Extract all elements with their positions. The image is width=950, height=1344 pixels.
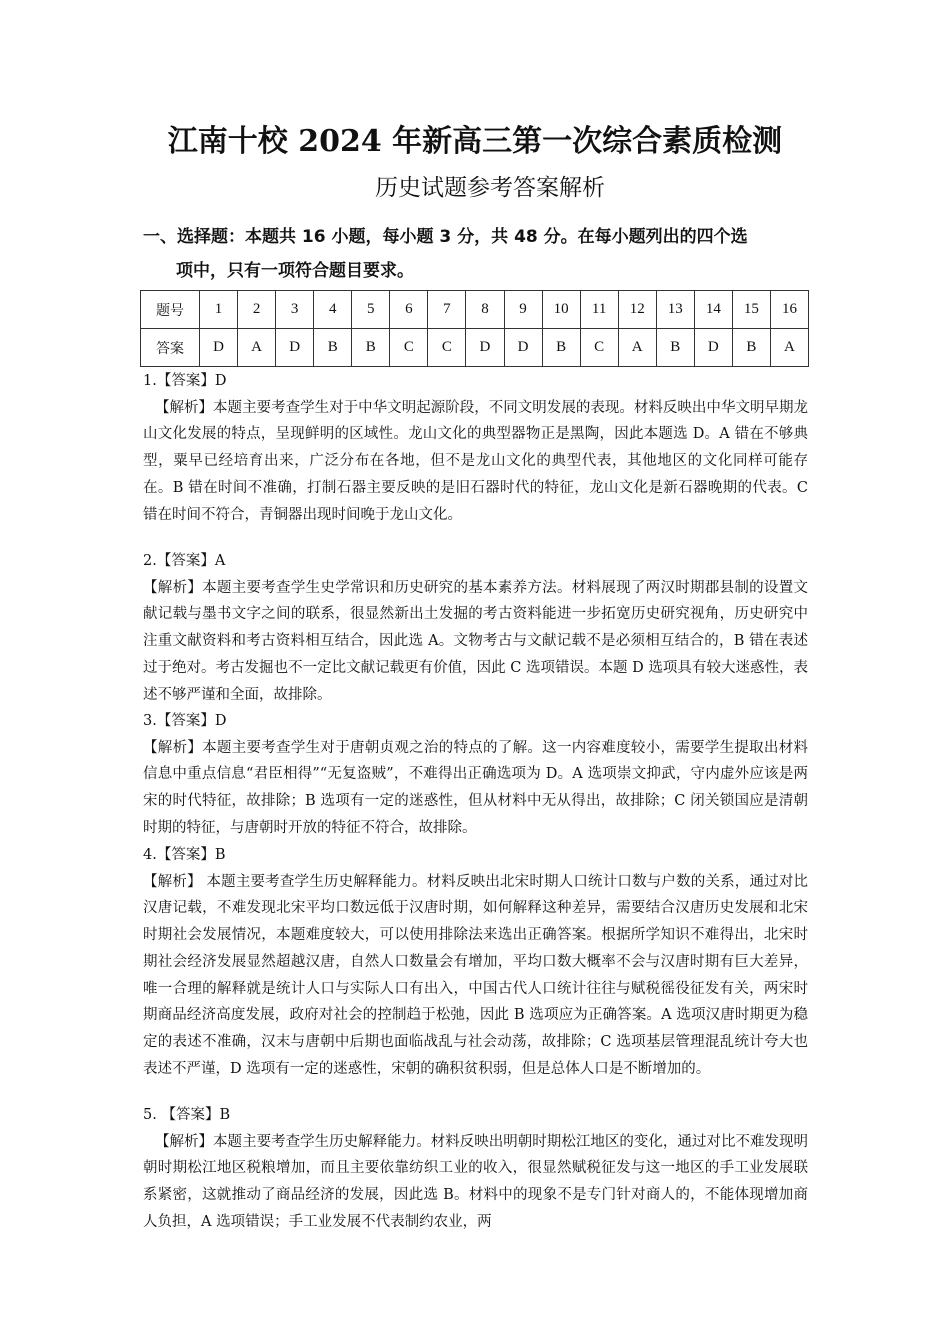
answer-cell: C xyxy=(428,329,466,367)
answer-cell: C xyxy=(580,329,618,367)
answer-item-3 xyxy=(143,708,808,842)
section-heading-line1: 一、选择题：本题共 16 小题，每小题 3 分，共 48 分。在每小题列出的四个选 xyxy=(143,227,748,247)
row-header-answer: 答案 xyxy=(141,329,200,367)
analysis-text: 【解析】本题主要考查学生对于中华文明起源阶段，不同文明发展的表现。材料反映出中华文明早期龙山文化发展的特点，呈现鲜明的区域性。龙山文化的典型器物正是黑陶，因此本题选 D。A 错在不够典型，粟早已经培育出来，广泛分布在各地，但不是龙山文化的典型代表，其他地区的文化同样可能存在。B 错在时间不准确，打制石器主要反映的是旧石器时代的特征，龙山文化是新石器晚期的代表。C 错在时间不符合，青铜器出现时间晚于龙山文化。 xyxy=(143,399,808,523)
answer-table-answer-row xyxy=(141,329,809,367)
answer-cell: B xyxy=(542,329,580,367)
answer-cell: B xyxy=(314,329,352,367)
answer-cell: B xyxy=(656,329,694,367)
question-number: 2 xyxy=(238,291,276,329)
answer-line: 3.【答案】D xyxy=(143,713,227,729)
question-number: 5 xyxy=(352,291,390,329)
analysis-text: 【解析】本题主要考查学生历史解释能力。材料反映出明朝时期松江地区的变化，通过对比不难发现明朝时期松江地区税粮增加，而且主要依靠纺织工业的收入，很显然赋税征发与这一地区的手工业发展联系紧密，这就推动了商品经济的发展，因此选 B。材料中的现象不是专门针对商人的，不能体现增加商人负担，A 选项错误；手工业发展不代表制约农业，两 xyxy=(143,1133,808,1230)
question-number: 15 xyxy=(732,291,770,329)
row-header-number: 题号 xyxy=(141,291,200,329)
question-number: 9 xyxy=(504,291,542,329)
section-heading xyxy=(143,220,823,288)
analysis-text: 【解析】本题主要考查学生史学常识和历史研究的基本素养方法。材料展现了两汉时期郡县制的设置文献记载与墨书文字之间的联系，很显然新出土发掘的考古资料能进一步拓宽历史研究视角，历史研究中注重文献资料和考古资料相互结合，因此选 A。文物考古与文献记载不是必须相互结合的，B 错在表述过于绝对。考古发掘也不一定比文献记载更有价值，因此 C 选项错误。本题 D 选项具有较大迷惑性，表述不够严谨和全面，故排除。 xyxy=(143,579,808,703)
question-number: 13 xyxy=(656,291,694,329)
question-number: 6 xyxy=(390,291,428,329)
question-number: 16 xyxy=(770,291,808,329)
answer-cell: A xyxy=(770,329,808,367)
answer-cell: D xyxy=(694,329,732,367)
answer-cell: D xyxy=(504,329,542,367)
answer-line: 5. 【答案】B xyxy=(143,1107,231,1123)
question-number: 14 xyxy=(694,291,732,329)
answer-cell: B xyxy=(732,329,770,367)
answer-cell: C xyxy=(390,329,428,367)
analysis-text: 【解析】 本题主要考查学生历史解释能力。材料反映出北宋时期人口统计口数与户数的关系，通过对比汉唐记载，不难发现北宋平均口数远低于汉唐时期，如何解释这种差异，需要结合汉唐历史发展和北宋时期社会发展情况，本题难度较大，可以使用排除法来选出正确答案。根据所学知识不难得出，北宋时期社会经济发展显然超越汉唐，自然人口数量会有增加，平均口数大概率不会与汉唐时期有巨大差异，唯一合理的解释就是统计人口与实际人口有出入，中国古代人口统计往往与赋税徭役征发有关，两宋时期商品经济高度发展，政府对社会的控制趋于松弛，因此 B 选项应为正确答案。A 选项汉唐时期更为稳定的表述不准确，汉末与唐朝中后期也面临战乱与社会动荡，故排除；C 选项基层管理混乱统计夸大也表述不严谨，D 选项有一定的迷惑性，宋朝的确积贫积弱，但是总体人口是不断增加的。 xyxy=(143,873,808,1077)
question-number: 8 xyxy=(466,291,504,329)
section-heading-line2: 项中，只有一项符合题目要求。 xyxy=(176,261,414,281)
question-number: 3 xyxy=(276,291,314,329)
answer-cell: A xyxy=(618,329,656,367)
answer-item-2 xyxy=(143,548,808,708)
question-number: 7 xyxy=(428,291,466,329)
question-number: 4 xyxy=(314,291,352,329)
answer-item-1 xyxy=(143,368,808,528)
answer-line: 4.【答案】B xyxy=(143,847,226,863)
analysis-text: 【解析】本题主要考查学生对于唐朝贞观之治的特点的了解。这一内容难度较小，需要学生提取出材料信息中重点信息“君臣相得”“无复盗贼”，不难得出正确选项为 D。A 选项崇文抑武，守内虚外应该是两宋的时代特征，故排除；B 选项有一定的迷惑性，但从材料中无从得出，故排除；C 闭关锁国应是清朝时期的特征，与唐朝时开放的特征不符合，故排除。 xyxy=(143,739,808,836)
answer-cell: D xyxy=(276,329,314,367)
question-number: 11 xyxy=(580,291,618,329)
answer-cell: D xyxy=(200,329,238,367)
document-title: 江南十校 2024 年新高三第一次综合素质检测 xyxy=(167,124,783,159)
question-number: 1 xyxy=(200,291,238,329)
answer-item-5 xyxy=(143,1102,808,1236)
question-number: 10 xyxy=(542,291,580,329)
question-number: 12 xyxy=(618,291,656,329)
answer-cell: B xyxy=(352,329,390,367)
answer-line: 1.【答案】D xyxy=(143,373,227,389)
answer-line: 2.【答案】A xyxy=(143,553,226,569)
answer-cell: A xyxy=(238,329,276,367)
answer-item-4 xyxy=(143,842,808,1082)
answer-cell: D xyxy=(466,329,504,367)
document-subtitle: 历史试题参考答案解析 xyxy=(375,175,605,201)
answer-table xyxy=(140,290,809,367)
answer-table-number-row xyxy=(141,291,809,329)
